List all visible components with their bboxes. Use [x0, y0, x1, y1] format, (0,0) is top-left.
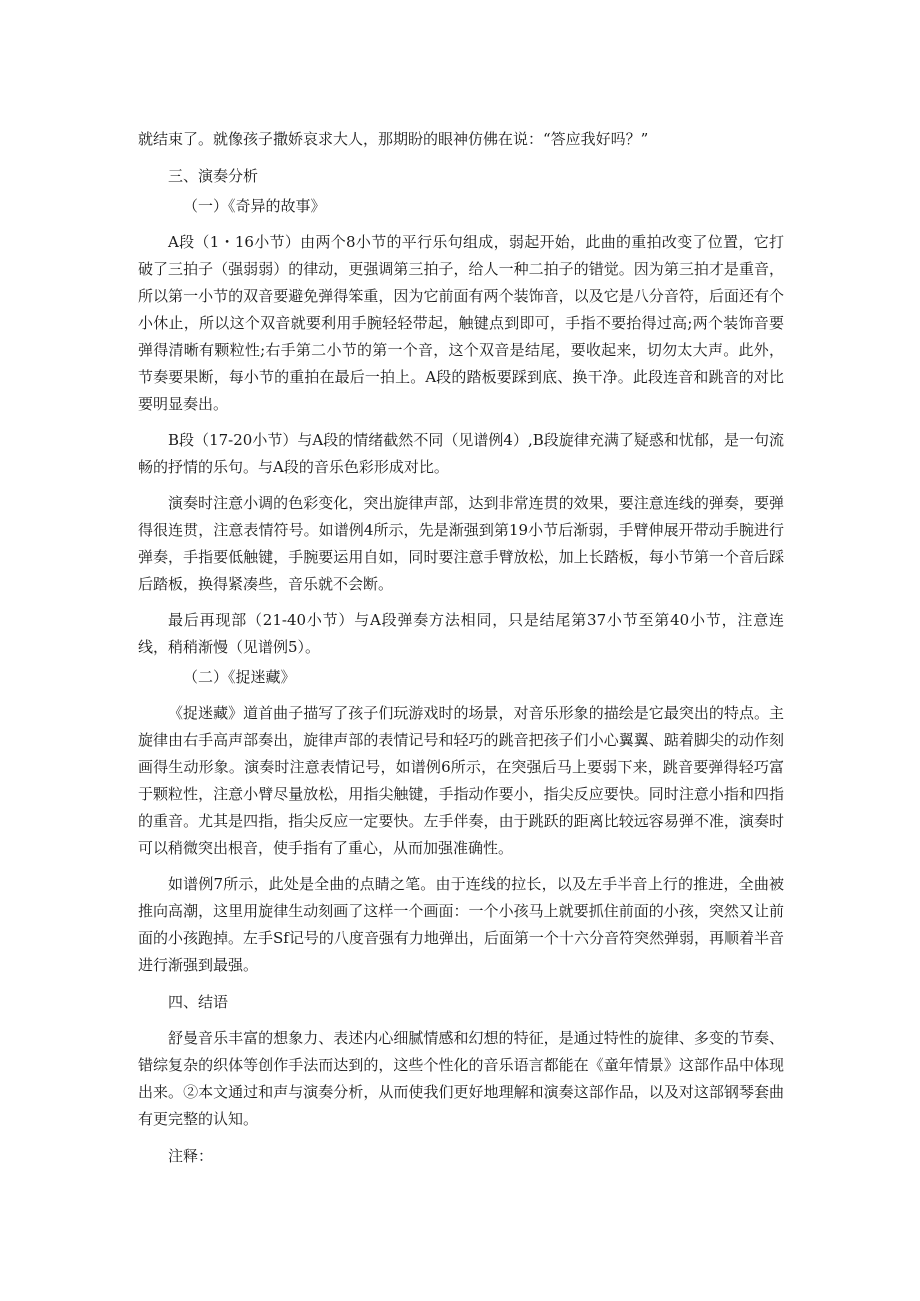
paragraph-conclusion: 舒曼音乐丰富的想象力、表述内心细腻情感和幻想的特征，是通过特性的旋律、多变的节奏、错综复杂的织体等创作手法而达到的，这些个性化的音乐语言都能在《童年情景》这部作品中体现出来。②本文通过和声与演奏分析，从而使我们更好地理解和演奏这部作品，以及对这部钢琴套曲有更完整的认知。	[138, 1029, 784, 1128]
paragraph-performance-notes: 演奏时注意小调的色彩变化，突出旋律声部，达到非常连贯的效果，要注意连线的弹奏，要弹得很连贯，注意表情符号。如谱例4所示，先是渐强到第19小节后渐弱，手臂伸展开带动手腕进行弹奏，手指要低触键，手腕要运用自如，同时要注意手臂放松，加上长踏板，每小节第一个音后踩后踏板，换得紧凑些，音乐就不会断。	[138, 494, 784, 593]
document-body	[138, 126, 784, 1170]
paragraph-a-section: A段（1・16小节）由两个8小节的平行乐句组成，弱起开始，此曲的重拍改变了位置，它打破了三拍子（强弱弱）的律动，更强调第三拍子，给人一种二拍子的错觉。因为第三拍才是重音，所以第一小节的双音要避免弹得笨重，因为它前面有两个装饰音，以及它是八分音符，后面还有个小休止，所以这个双音就要利用手腕轻轻带起，触键点到即可，手指不要抬得过高;两个装饰音要弹得清晰有颗粒性;右手第二小节的第一个音，这个双音是结尾，要收起来，切勿太大声。此外，节奏要果断，每小节的重拍在最后一拍上。A段的踏板要踩到底、换干净。此段连音和跳音的对比要明显奏出。	[138, 233, 784, 413]
paragraph-continuation: 就结束了。就像孩子撒娇哀求大人，那期盼的眼神仿佛在说：“答应我好吗？”	[138, 130, 649, 148]
paragraph-example-7: 如谱例7所示，此处是全曲的点睛之笔。由于连线的拉长，以及左手半音上行的推进，全曲被推向高潮，这里用旋律生动刻画了这样一个画面：一个小孩马上就要抓住前面的小孩，突然又让前面的小孩跑掉。左手Sf记号的八度音强有力地弹出，后面第一个十六分音符突然弹弱，再顺着半音进行渐强到最强。	[138, 875, 784, 974]
section-heading-performance-analysis: 三、演奏分析	[168, 167, 259, 185]
subsection-heading-hide-and-seek: （二）《捉迷藏》	[183, 668, 296, 686]
notes-heading: 注释：	[168, 1147, 214, 1165]
section-heading-conclusion: 四、结语	[168, 993, 229, 1011]
paragraph-hide-and-seek: 《捉迷藏》道首曲子描写了孩子们玩游戏时的场景，对音乐形象的描绘是它最突出的特点。主旋律由右手高声部奏出，旋律声部的表情记号和轻巧的跳音把孩子们小心翼翼、踮着脚尖的动作刻画得生动形象。演奏时注意表情记号，如谱例6所示，在突强后马上要弱下来，跳音要弹得轻巧富于颗粒性，注意小臂尽量放松，用指尖触键，手指动作要小，指尖反应要快。同时注意小指和四指的重音。尤其是四指，指尖反应一定要快。左手伴奏，由于跳跃的距离比较远容易弹不准，演奏时可以稍微突出根音，使手指有了重心，从而加强准确性。	[138, 704, 784, 857]
paragraph-recapitulation: 最后再现部（21-40小节）与A段弹奏方法相同，只是结尾第37小节至第40小节，注意连线，稍稍渐慢（见谱例5）。	[138, 611, 784, 656]
paragraph-b-section: B段（17-20小节）与A段的情绪截然不同（见谱例4）,B段旋律充满了疑惑和忧郁，是一句流畅的抒情的乐句。与A段的音乐色彩形成对比。	[138, 431, 784, 476]
subsection-heading-strange-story: （一）《奇异的故事》	[183, 197, 326, 215]
